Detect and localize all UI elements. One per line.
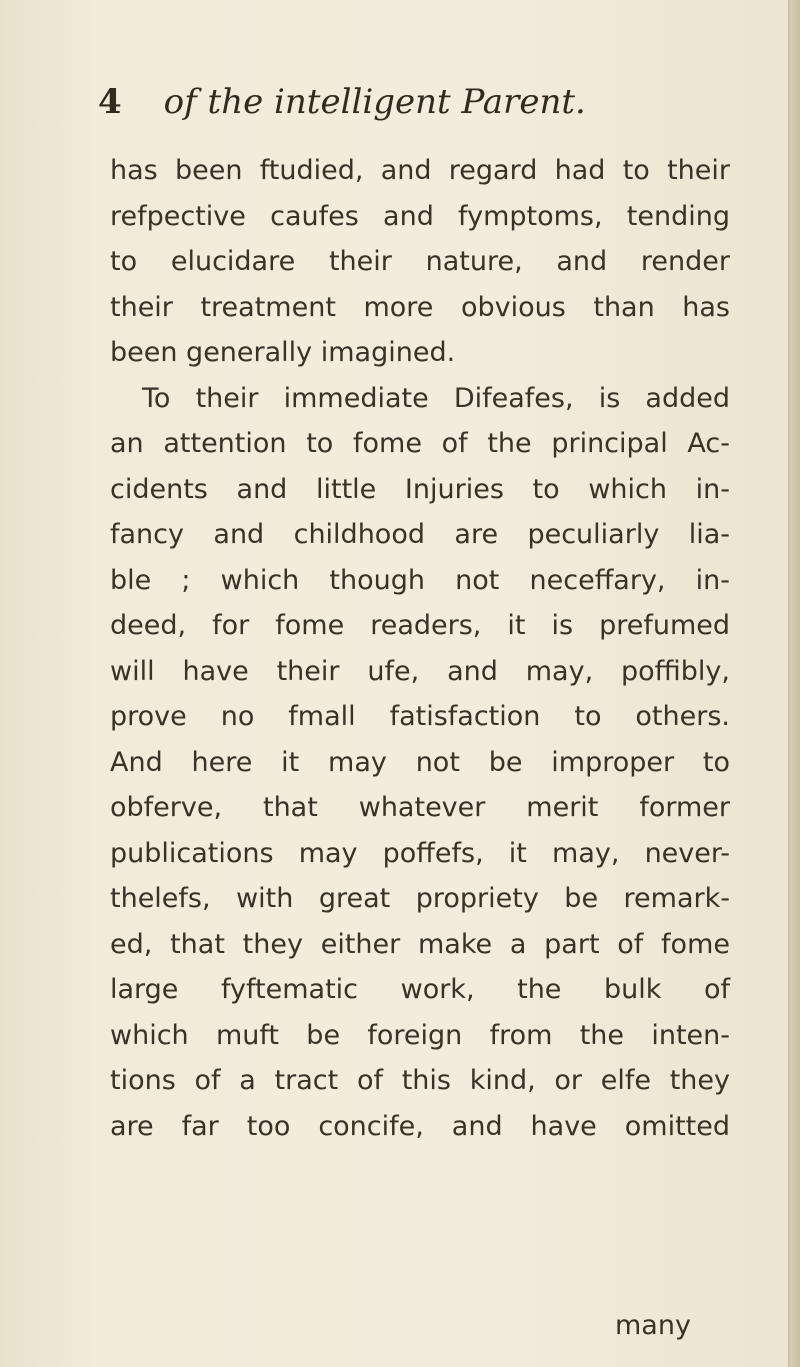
running-head	[98, 72, 586, 132]
text-line: large fyftematic work, the bulk of	[110, 974, 730, 1005]
text-line: obferve, that whatever merit former	[110, 792, 730, 823]
text-line: been generally imagined.	[110, 337, 456, 368]
text-line: has been ftudied, and regard had to their	[110, 155, 730, 186]
page-number: 4	[98, 82, 122, 122]
text-line: to elucidare their nature, and render	[110, 246, 730, 277]
text-line: their treatment more obvious than has	[110, 291, 730, 323]
text-line: will have their ufe, and may, poffibly,	[110, 655, 730, 687]
text-line: which muft be foreign from the inten-	[110, 1019, 730, 1051]
text-line: an attention to fome of the principal Ac-	[110, 428, 730, 459]
text-line: fancy and childhood are peculiarly lia-	[110, 519, 730, 550]
text-line: are far too concife, and have omitted	[110, 1110, 730, 1142]
text-line: thelefs, with great propriety be remark-	[110, 883, 730, 914]
text-line: refpective caufes and fymptoms, tending	[110, 200, 730, 232]
text-line: cidents and little Injuries to which in-	[110, 473, 730, 505]
body-text	[110, 148, 730, 1149]
text-line: publications may poffefs, it may, never-	[110, 837, 730, 869]
text-line: prove no fmall fatisfaction to others.	[110, 701, 730, 732]
catchword: many	[615, 1310, 691, 1341]
text-line: ble ; which though not neceffary, in-	[110, 564, 730, 596]
text-line: To their immediate Difeafes, is added	[142, 382, 730, 414]
running-head-title: of the intelligent Parent.	[163, 82, 586, 122]
text-line: And here it may not be improper to	[110, 746, 730, 778]
text-line: tions of a tract of this kind, or elfe they	[110, 1065, 730, 1096]
page-edge	[790, 0, 800, 1367]
text-line: ed, that they either make a part of fome	[110, 928, 730, 960]
text-line: deed, for fome readers, it is prefumed	[110, 610, 730, 641]
